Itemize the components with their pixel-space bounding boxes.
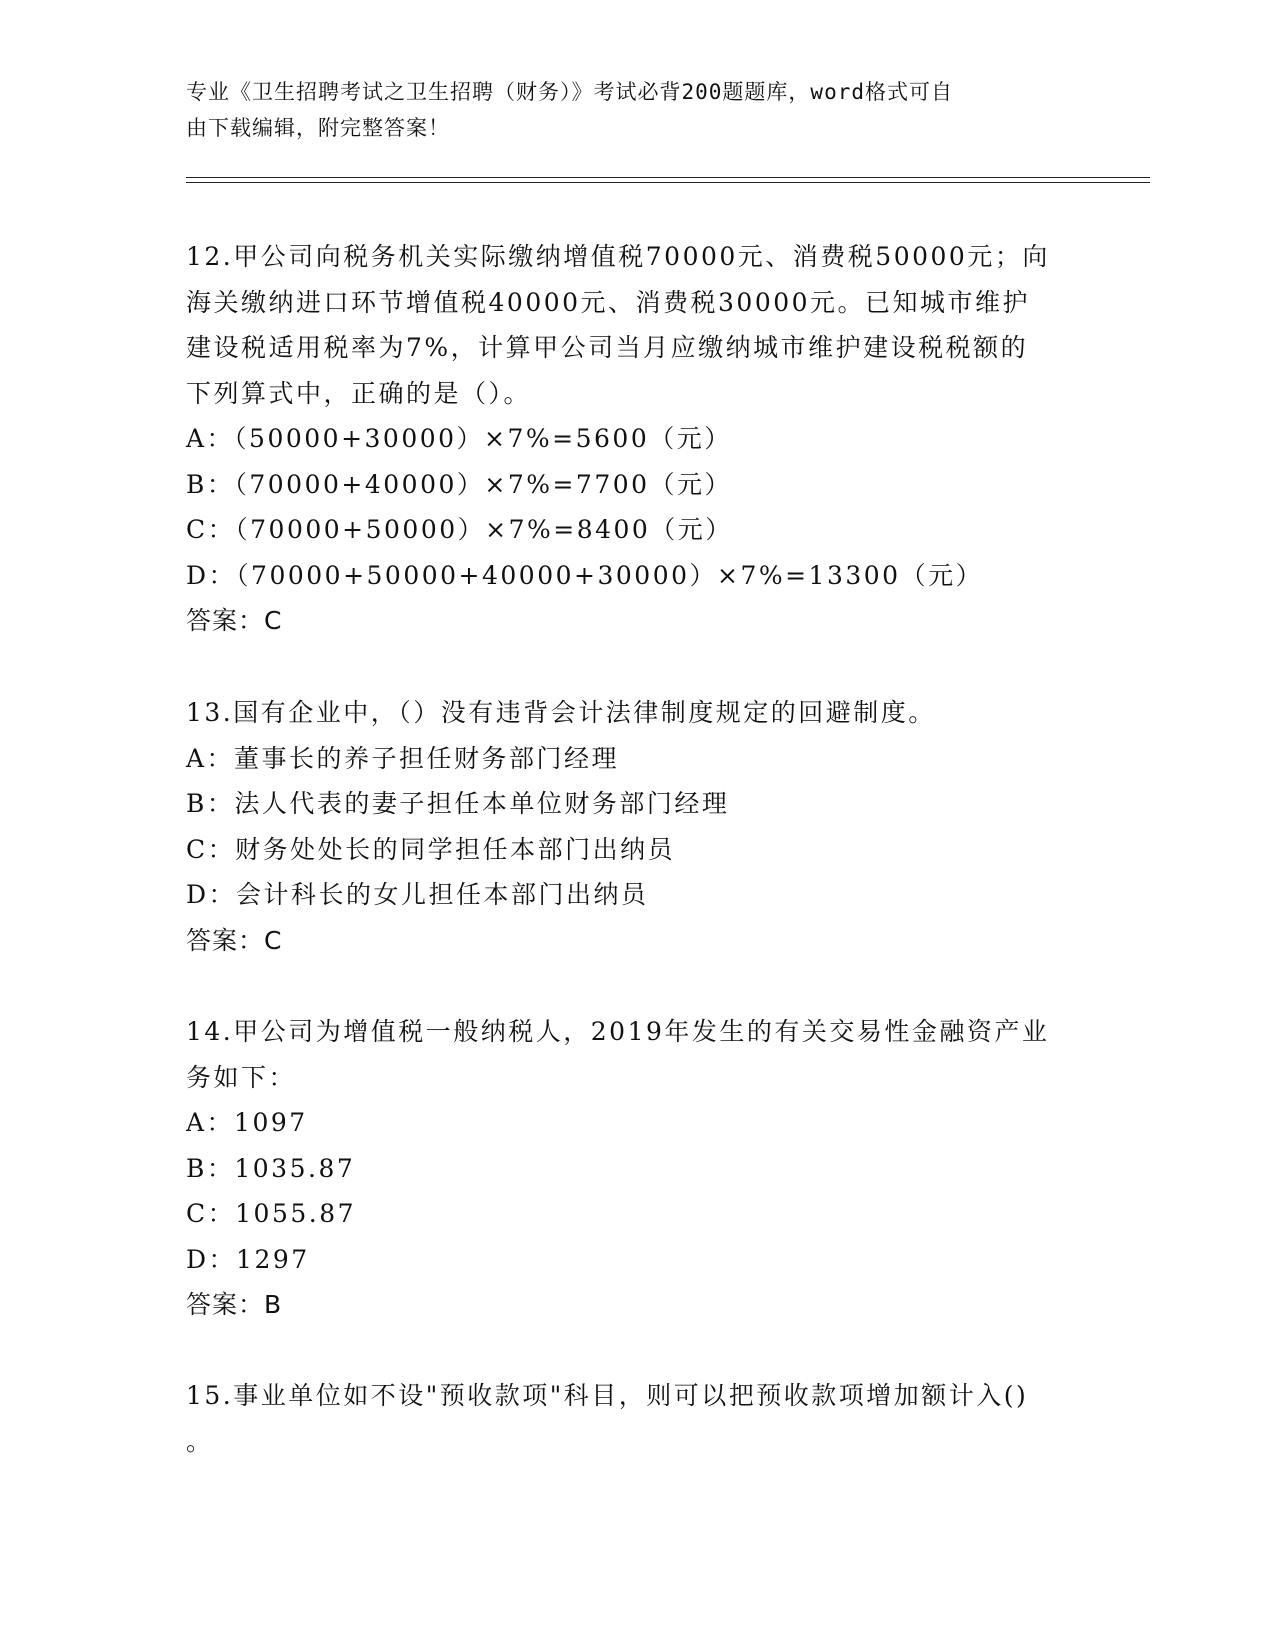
question-stem-line: 12.甲公司向税务机关实际缴纳增值税70000元、消费税50000元；向 xyxy=(186,242,1050,271)
answer: 答案：C xyxy=(186,606,283,635)
header-line-2: 由下载编辑，附完整答案！ xyxy=(186,116,450,140)
option-c: C：（70000+50000）×7%=8400（元） xyxy=(186,515,733,544)
answer: 答案：B xyxy=(186,1290,283,1319)
document-header xyxy=(186,74,1086,146)
option-b: B：法人代表的妻子担任本单位财务部门经理 xyxy=(186,789,730,818)
option-a: A：1097 xyxy=(186,1108,308,1137)
question-stem-line: 下列算式中，正确的是（）。 xyxy=(186,378,532,408)
option-d: D：（70000+50000+40000+30000）×7%=13300（元） xyxy=(186,560,984,590)
option-a: A：（50000+30000）×7%=5600（元） xyxy=(186,424,732,453)
question-stem-line: 14.甲公司为增值税一般纳税人，2019年发生的有关交易性金融资产业 xyxy=(186,1017,1050,1046)
question-15 xyxy=(186,1373,1086,1464)
option-b: B：（70000+40000）×7%=7700（元） xyxy=(186,469,733,499)
option-b: B：1035.87 xyxy=(186,1153,356,1183)
question-stem-line: 。 xyxy=(186,1426,214,1456)
question-stem-line: 务如下： xyxy=(186,1062,297,1092)
option-a: A：董事长的养子担任财务部门经理 xyxy=(186,743,620,773)
option-c: C：财务处处长的同学担任本部门出纳员 xyxy=(186,834,676,864)
question-13 xyxy=(186,690,1086,963)
option-c: C：1055.87 xyxy=(186,1199,357,1228)
question-12 xyxy=(186,234,1086,644)
header-divider-bottom xyxy=(186,182,1150,183)
question-stem-line: 海关缴纳进口环节增值税40000元、消费税30000元。已知城市维护 xyxy=(186,287,1031,317)
header-line-1: 专业《卫生招聘考试之卫生招聘（财务）》考试必背200题题库，word格式可自 xyxy=(186,80,953,104)
option-d: D：1297 xyxy=(186,1244,310,1274)
header-divider-top xyxy=(186,177,1150,178)
question-14 xyxy=(186,1009,1086,1328)
answer: 答案：C xyxy=(186,925,283,955)
question-stem-line: 建设税适用税率为7%，计算甲公司当月应缴纳城市维护建设税税额的 xyxy=(186,333,1029,362)
question-stem-line: 13.国有企业中，（）没有违背会计法律制度规定的回避制度。 xyxy=(186,698,936,727)
question-stem-line: 15.事业单位如不设"预收款项"科目，则可以把预收款项增加额计入() xyxy=(186,1381,1029,1410)
option-d: D：会计科长的女儿担任本部门出纳员 xyxy=(186,880,649,909)
